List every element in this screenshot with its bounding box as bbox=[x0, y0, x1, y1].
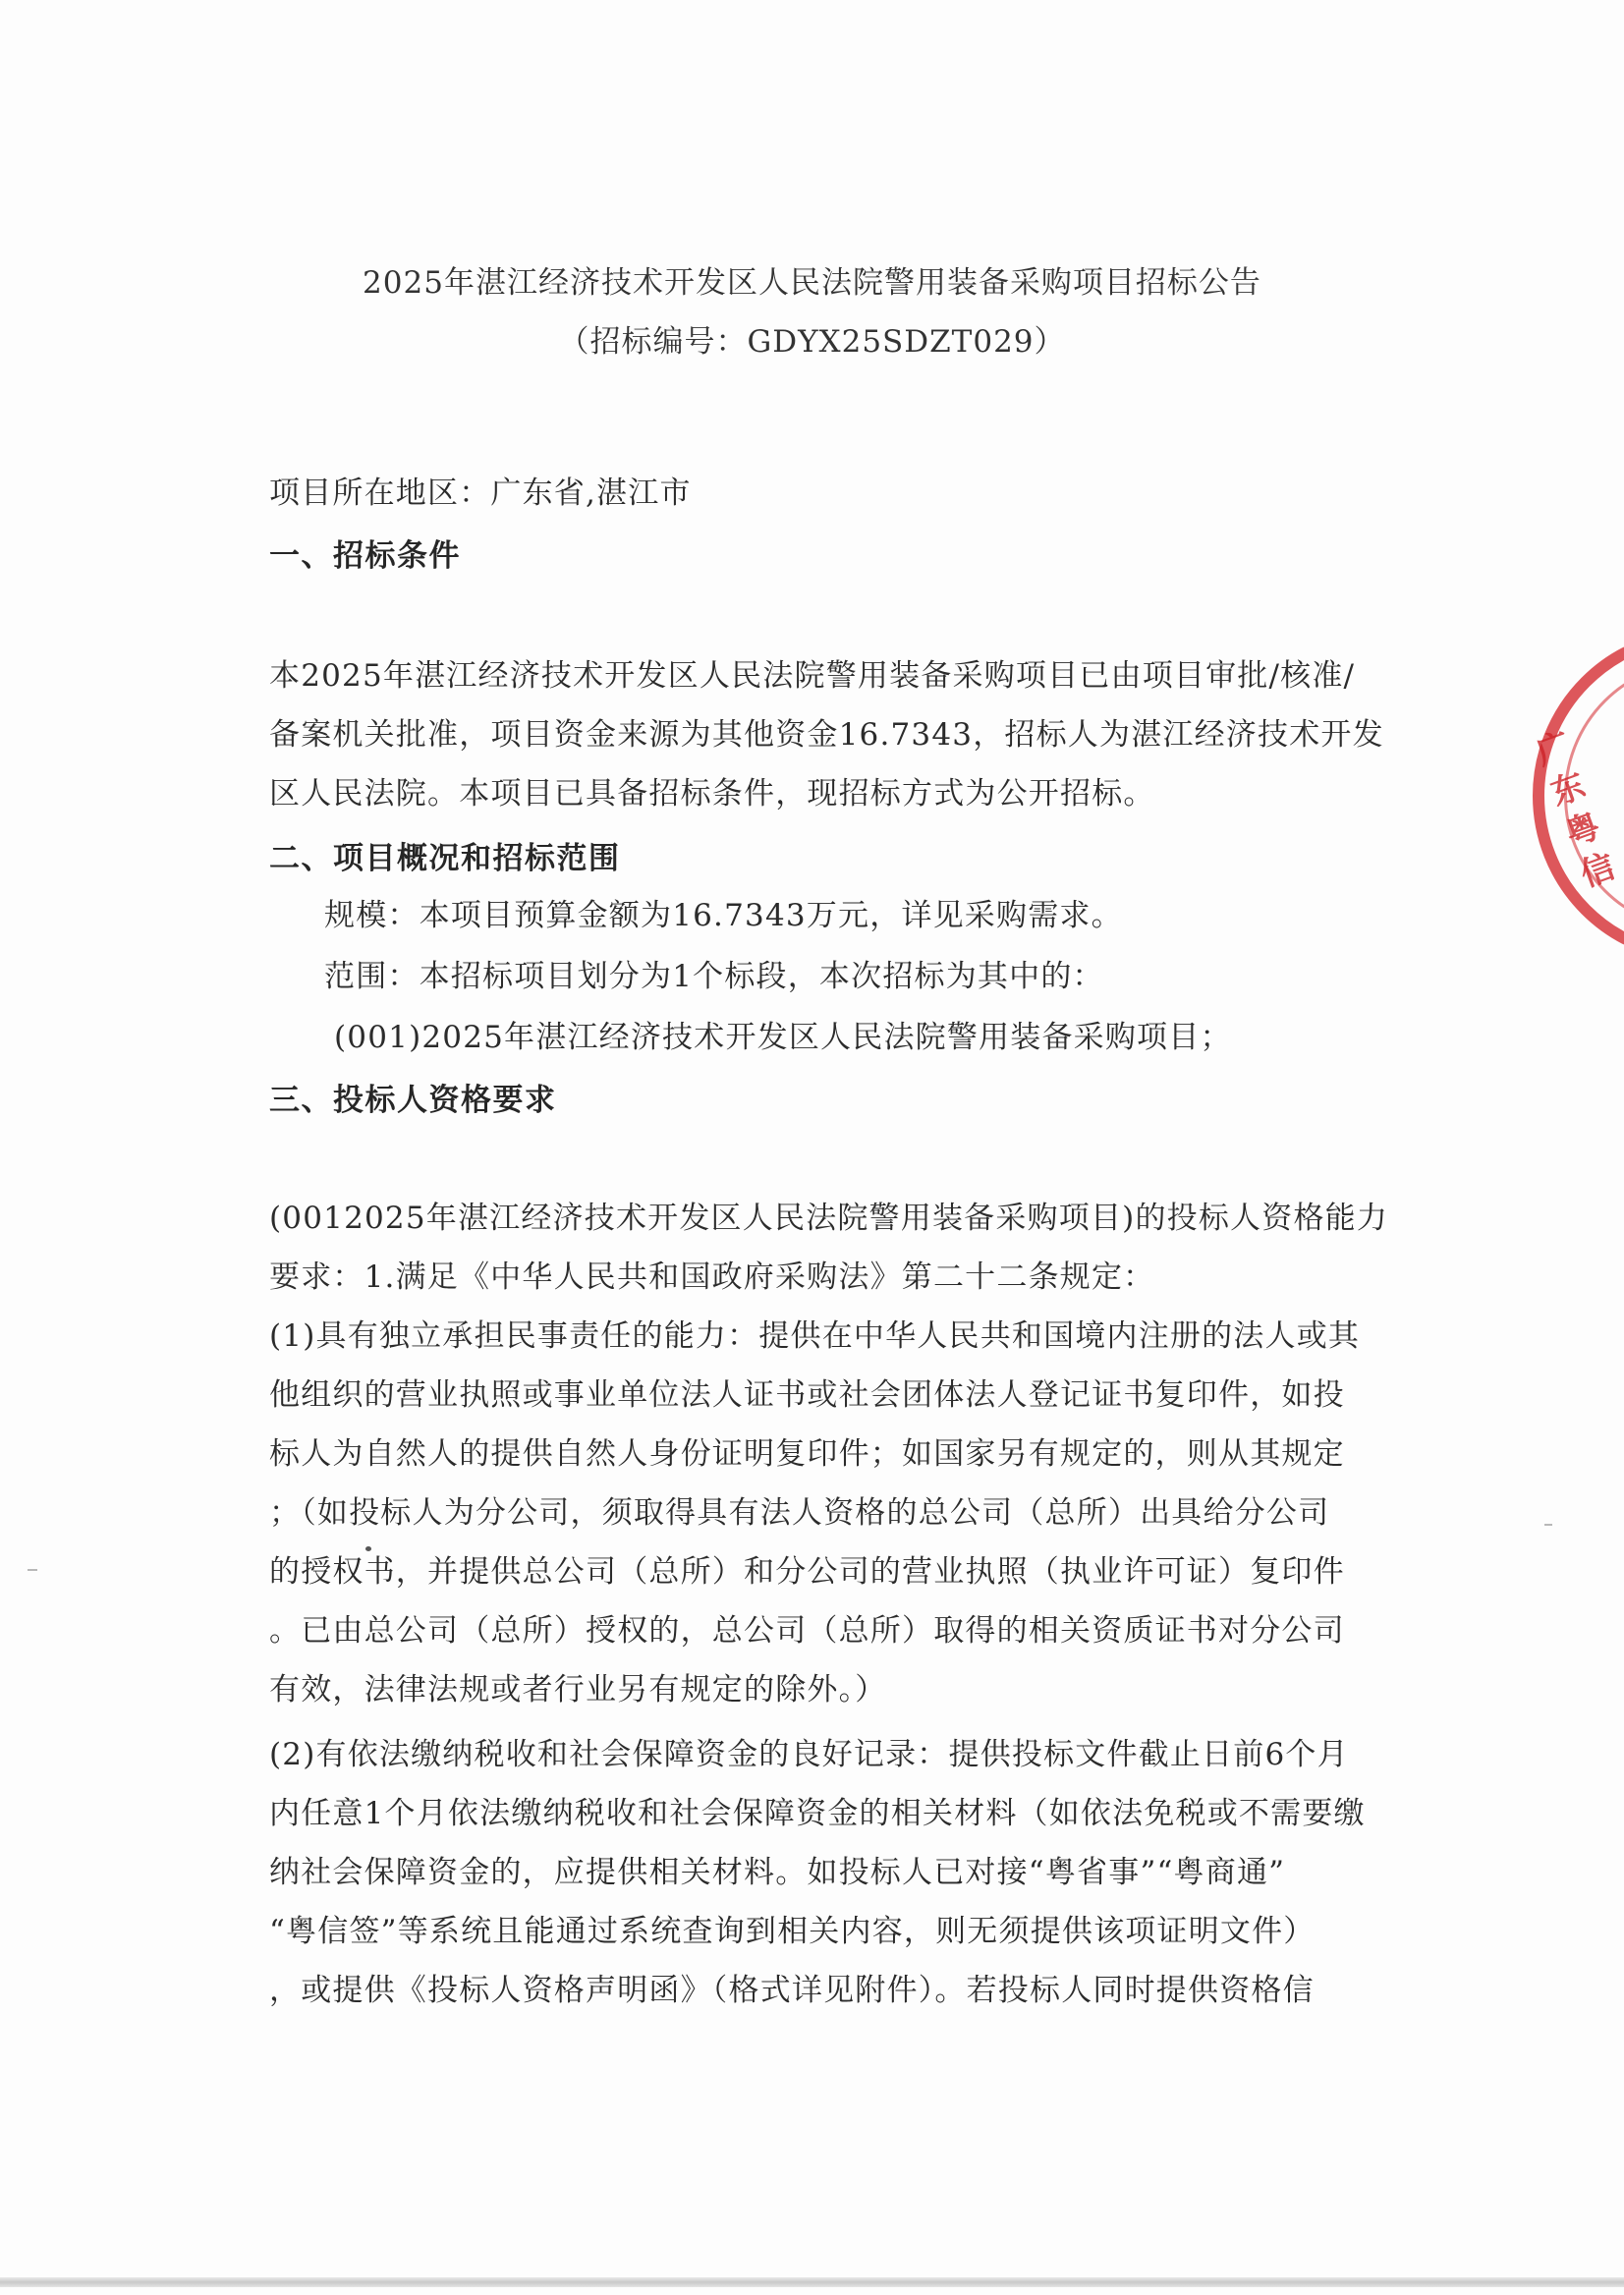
section-1-line: 区人民法院。本项目已具备招标条件，现招标方式为公开招标。 bbox=[269, 776, 1155, 812]
scan-bottom-edge bbox=[0, 2277, 1624, 2287]
section-2-heading: 二、项目概况和招标范围 bbox=[269, 841, 621, 876]
section-2-line: 规模：本项目预算金额为16.7343万元，详见采购需求。 bbox=[324, 898, 1123, 933]
scan-speck bbox=[365, 1546, 371, 1551]
scan-mark bbox=[28, 1569, 37, 1571]
section-2-line: (001)2025年湛江经济技术开发区人民法院警用装备采购项目； bbox=[334, 1020, 1232, 1055]
section-3-line: 有效，法律法规或者行业另有规定的除外。） bbox=[269, 1672, 887, 1707]
company-seal-stamp bbox=[1533, 629, 1624, 963]
section-3-line: (0012025年湛江经济技术开发区人民法院警用装备采购项目)的投标人资格能力 bbox=[269, 1201, 1389, 1236]
section-3-heading: 三、投标人资格要求 bbox=[269, 1083, 557, 1118]
section-3-line: (2)有依法缴纳税收和社会保障资金的良好记录：提供投标文件截止日前6个月 bbox=[269, 1737, 1349, 1772]
section-3-line: 标人为自然人的提供自然人身份证明复印件；如国家另有规定的，则从其规定 bbox=[269, 1436, 1345, 1472]
section-3-line: 内任意1个月依法缴纳税收和社会保障资金的相关材料（如依法免税或不需要缴 bbox=[269, 1796, 1366, 1831]
section-1-line: 备案机关批准，项目资金来源为其他资金16.7343，招标人为湛江经济技术开发 bbox=[269, 717, 1384, 753]
section-2-line: 范围：本招标项目划分为1个标段，本次招标为其中的： bbox=[324, 959, 1104, 994]
scan-mark bbox=[1544, 1524, 1552, 1526]
section-3-line: 要求：1.满足《中华人民共和国政府采购法》第二十二条规定： bbox=[269, 1259, 1155, 1295]
section-3-line: 。已由总公司（总所）授权的，总公司（总所）取得的相关资质证书对分公司 bbox=[269, 1613, 1345, 1649]
document-title: 2025年湛江经济技术开发区人民法院警用装备采购项目招标公告 bbox=[363, 265, 1261, 301]
seal-text: 广东粤信 bbox=[1531, 724, 1621, 896]
project-region: 项目所在地区：广东省,湛江市 bbox=[269, 476, 692, 511]
section-3-line: ，或提供《投标人资格声明函》（格式详见附件）。若投标人同时提供资格信 bbox=[269, 1973, 1315, 2008]
bid-number: （招标编号：GDYX25SDZT029） bbox=[558, 324, 1066, 360]
section-3-line: (1)具有独立承担民事责任的能力：提供在中华人民共和国境内注册的法人或其 bbox=[269, 1318, 1361, 1354]
section-3-line: 的授权书，并提供总公司（总所）和分公司的营业执照（执业许可证）复印件 bbox=[269, 1554, 1345, 1590]
section-1-heading: 一、招标条件 bbox=[269, 538, 461, 574]
section-3-line: 他组织的营业执照或事业单位法人证书或社会团体法人登记证书复印件，如投 bbox=[269, 1377, 1345, 1413]
section-3-line: 纳社会保障资金的，应提供相关材料。如投标人已对接“粤省事”“粤商通” bbox=[269, 1855, 1286, 1890]
section-3-line: ；（如投标人为分公司，须取得具有法人资格的总公司（总所）出具给分公司 bbox=[269, 1495, 1330, 1531]
section-1-line: 本2025年湛江经济技术开发区人民法院警用装备采购项目已由项目审批/核准/ bbox=[269, 658, 1356, 694]
section-3-line: “粤信签”等系统且能通过系统查询到相关内容，则无须提供该项证明文件） bbox=[269, 1914, 1316, 1949]
